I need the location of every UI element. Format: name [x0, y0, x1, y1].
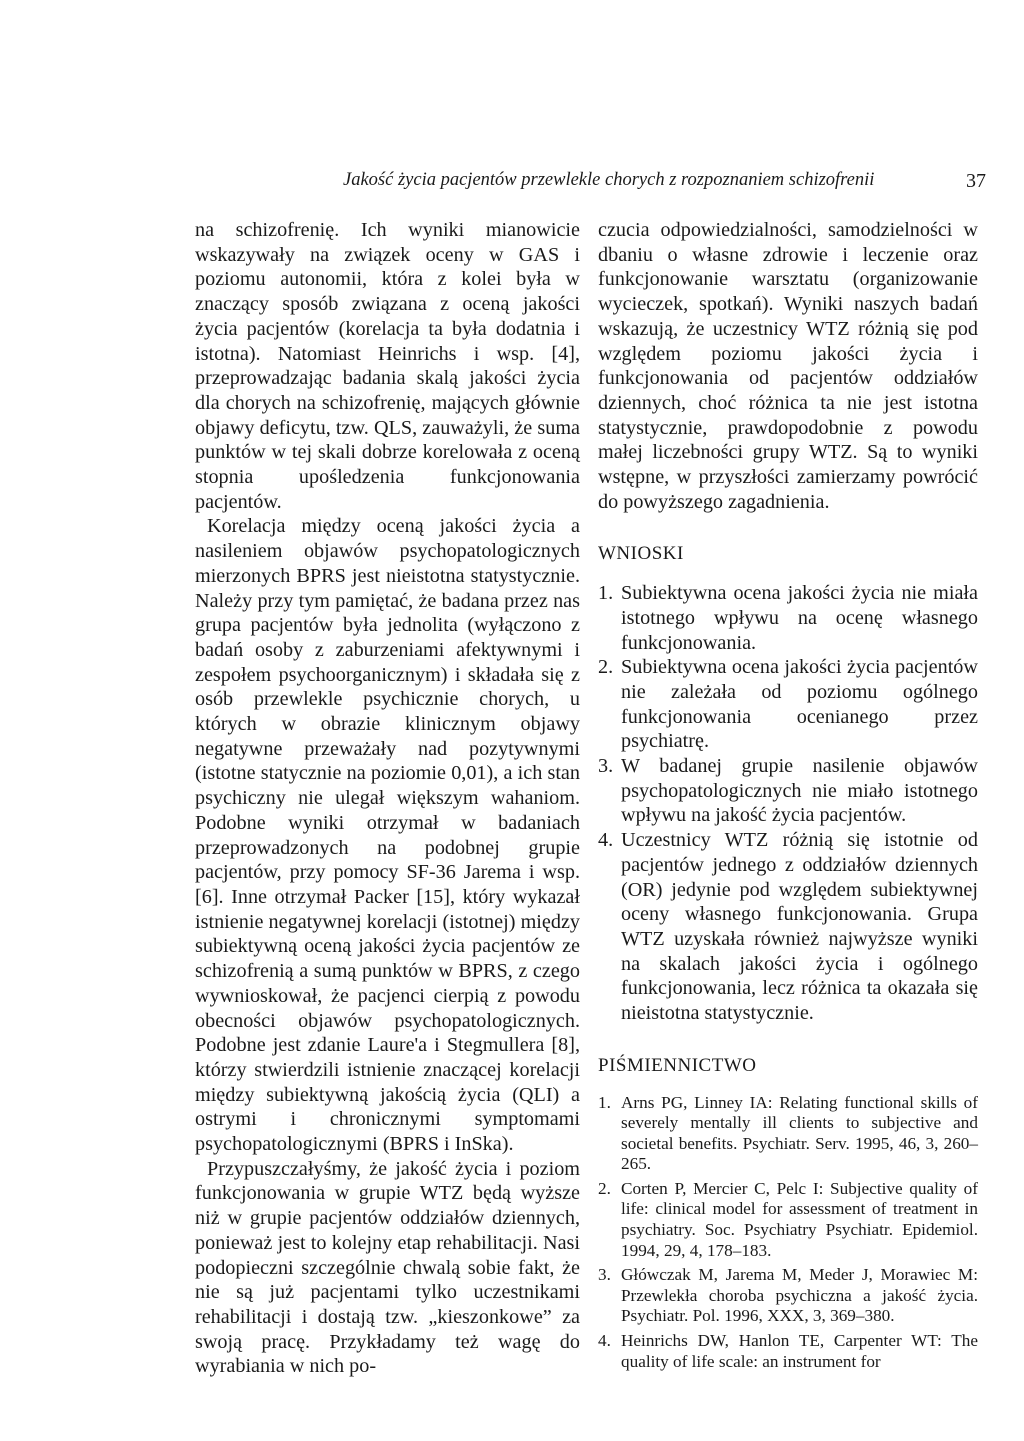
item-text: Uczestnicy WTZ różnią się istotnie od pacjentów jednego z oddziałów dziennych (OR) jedynie pod względem subiektywnej oceny własnego funkcjonowania. Grupa WTZ uzyskała również najwyższe wyniki na skalach jakości życia i ogólnego funkcjonowania, lecz różnica ta okazała się nieistotna statystycznie. — [621, 829, 978, 1025]
references-heading: PIŚMIENNICTWO — [598, 1054, 757, 1076]
reference-number: 1. — [598, 1092, 611, 1112]
paragraph: Korelacja między oceną jakości życia a nasileniem objawów psychopatologicznych mierzonych BPRS jest nieistotna statystycznie. Należy przy tym pamiętać, że badana przez nas grupa pacjentów była jednolita (wyłączono z badań osoby z zaburzeniami afektywnymi i zespołem psychoorganicznym) i składała się z osób przewlekle psychicznie chorych, u których w obrazie klinicznym objawy negatywne przeważały nad pozytywnymi (istotne statycznie na poziomie 0,01), a ich stan psychiczny nie ulegał większym wahaniom. Podobne wyniki otrzymał w badaniach przeprowadzonych na podobnej grupie pacjentów, przy pomocy SF-36 Jarema i wsp. [6]. Inne otrzymał Packer [15], który wykazał istnienie negatywnej korelacji (istotnej) między subiektywną oceną jakości życia pacjentów ze schizofrenią a sumą punktów w BPRS, z czego wywnioskował, że pacjenci cierpią z powodu obecności objawów psychopatologicznych. Podobne jest zdanie Laure'a i Stegmullera [8], którzy stwierdzili istnienie znaczącej korelacji między subiektywną jakością życia (QLI) a ostrymi i chronicznymi symptomami psychopatologicznymi (BPRS i InSka). — [195, 515, 580, 1156]
page-header — [195, 170, 986, 200]
conclusions-heading: WNIOSKI — [598, 543, 684, 565]
item-text: Subiektywna ocena jakości życia pacjentów nie zależała od poziomu ogólnego funkcjonowania ocenianego przez psychiatrę. — [621, 656, 978, 753]
reference-number: 3. — [598, 1265, 611, 1285]
reference-text: Główczak M, Jarema M, Meder J, Morawiec M: Przewlekła choroba psychiczna a jakość życia. Psychiatr. Pol. 1996, XXX, 3, 369–380. — [621, 1265, 978, 1326]
reference-text: Corten P, Mercier C, Pelc I: Subjective quality of life: clinical model for assessment of treatment in psychiatry. Soc. Psychiatry Psychiatr. Epidemiol. 1994, 29, 4, 178–183. — [621, 1178, 978, 1260]
item-number: 3. — [598, 755, 614, 778]
list-item — [598, 754, 978, 828]
left-column — [195, 218, 580, 1379]
item-text: W badanej grupie nasilenie objawów psychopatologicznych nie miało istotnego wpływu na jakość życia pacjentów. — [621, 755, 978, 827]
reference-item — [598, 1265, 978, 1327]
paragraph: Przypuszczałyśmy, że jakość życia i poziom funkcjonowania w grupie WTZ będą wyższe niż w grupie pacjentów oddziałów dziennych, ponieważ jest to kolejny etap rehabilitacji. Nasi podopieczni szczególnie chwalą sobie fakt, że nie są już pacjentami tylko uczestnikami rehabilitacji i dostają tzw. „kieszonkowe” za swoją pracę. Przykładamy też wagę do wyrabiania w nich po- — [195, 1157, 580, 1378]
item-number: 2. — [598, 656, 614, 679]
item-text: Subiektywna ocena jakości życia nie miała istotnego wpływu na ocenę własnego funkcjonowania. — [621, 582, 978, 654]
reference-item — [598, 1331, 978, 1372]
reference-text: Heinrichs DW, Hanlon TE, Carpenter WT: The quality of life scale: an instrument for — [621, 1331, 978, 1371]
running-title: Jakość życia pacjentów przewlekle chorych z rozpoznaniem schizofrenii — [343, 170, 875, 190]
reference-number: 4. — [598, 1331, 611, 1351]
list-item — [598, 655, 978, 754]
list-item — [598, 581, 978, 655]
reference-number: 2. — [598, 1178, 611, 1198]
list-item — [598, 828, 978, 1026]
conclusions-list — [598, 581, 978, 1026]
item-number: 4. — [598, 829, 614, 852]
reference-item — [598, 1093, 978, 1175]
item-number: 1. — [598, 582, 614, 605]
paragraph: na schizofrenię. Ich wyniki mianowicie wskazywały na związek oceny w GAS i poziomu autonomii, która z kolei była w znaczący sposób związana z oceną jakości życia pacjentów (korelacja ta była dodatnia i istotna). Natomiast Heinrichs i wsp. [4], przeprowadzając badania skalą jakości życia dla chorych na schizofrenię, mających głównie objawy deficytu, tzw. QLS, zauważyli, że suma punktów w tej skali dobrze korelowała z oceną stopnia upośledzenia funkcjonowania pacjentów. — [195, 219, 580, 513]
reference-item — [598, 1179, 978, 1261]
right-column — [598, 218, 978, 1376]
reference-text: Arns PG, Linney IA: Relating functional skills of severely mentally ill clients to subjective and societal benefits. Psychiatr. Serv. 1995, 46, 3, 260–265. — [621, 1092, 978, 1174]
references-list — [598, 1093, 978, 1373]
page-number: 37 — [966, 170, 986, 192]
paragraph: czucia odpowiedzialności, samodzielności w dbaniu o własne zdrowie i leczenie oraz funkcjonowanie warsztatu (organizowanie wycieczek, spotkań). Wyniki naszych badań wskazują, że uczestnicy WTZ różnią się pod względem poziomu jakości życia i funkcjonowania od pacjentów oddziałów dziennych, choć różnica ta nie jest istotna statystycznie, prawdopodobnie z powodu małej liczebności grupy WTZ. Są to wyniki wstępne, w przyszłości zamierzamy powrócić do powyższego zagadnienia. — [598, 219, 978, 513]
